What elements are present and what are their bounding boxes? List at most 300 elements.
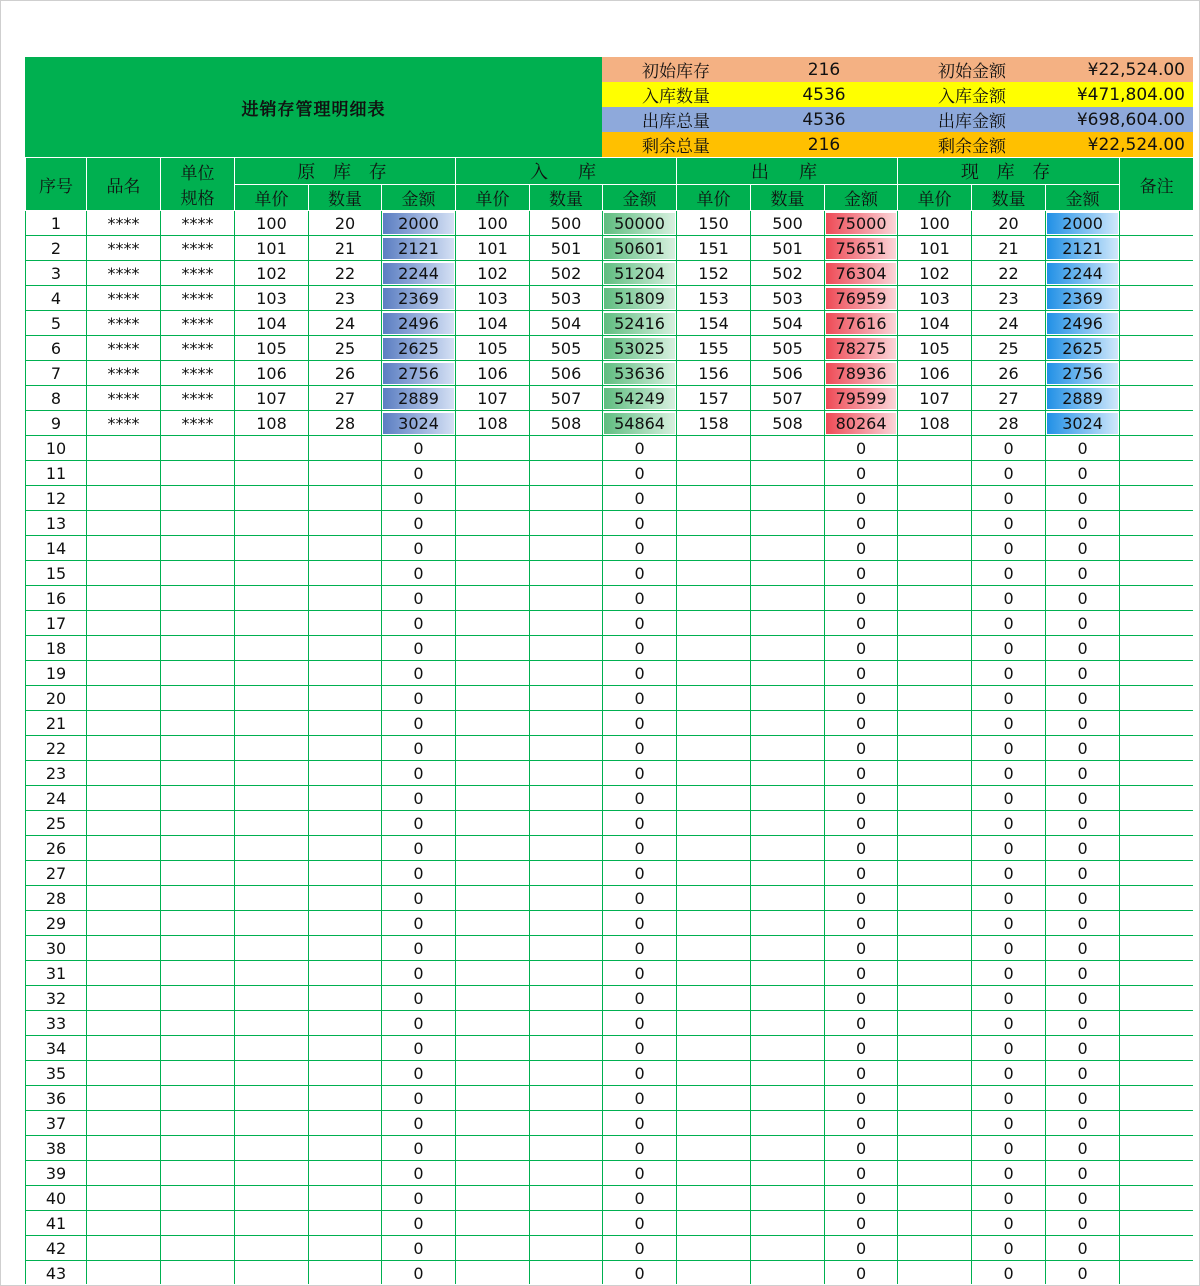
- cell-remark[interactable]: [1120, 911, 1193, 936]
- cell-op[interactable]: 104: [235, 311, 309, 336]
- cell-op[interactable]: [235, 1261, 309, 1285]
- cell-name[interactable]: ****: [87, 386, 161, 411]
- cell-ca[interactable]: [1046, 261, 1120, 286]
- cell-ca[interactable]: 0: [1046, 1211, 1120, 1236]
- cell-unit[interactable]: [161, 811, 235, 836]
- cell-name[interactable]: [87, 711, 161, 736]
- cell-name[interactable]: ****: [87, 261, 161, 286]
- cell-name[interactable]: [87, 1111, 161, 1136]
- cell-remark[interactable]: [1120, 661, 1193, 686]
- cell-seq[interactable]: 39: [26, 1161, 87, 1186]
- cell-xq[interactable]: 501: [751, 236, 825, 261]
- cell-cq[interactable]: 0: [972, 861, 1046, 886]
- cell-ca[interactable]: 0: [1046, 661, 1120, 686]
- cell-cp[interactable]: [898, 586, 972, 611]
- cell-unit[interactable]: ****: [161, 236, 235, 261]
- cell-cp[interactable]: [898, 1161, 972, 1186]
- cell-remark[interactable]: [1120, 886, 1193, 911]
- cell-op[interactable]: [235, 686, 309, 711]
- cell-oa[interactable]: 0: [382, 886, 456, 911]
- cell-iq[interactable]: [530, 586, 603, 611]
- cell-cq[interactable]: 0: [972, 886, 1046, 911]
- cell-xa[interactable]: 0: [825, 1186, 898, 1211]
- cell-remark[interactable]: [1120, 536, 1193, 561]
- cell-xq[interactable]: [751, 1161, 825, 1186]
- cell-oq[interactable]: [309, 936, 382, 961]
- cell-xa[interactable]: 0: [825, 861, 898, 886]
- cell-oq[interactable]: [309, 736, 382, 761]
- cell-oa[interactable]: 0: [382, 961, 456, 986]
- cell-ca[interactable]: 0: [1046, 1236, 1120, 1261]
- cell-ca[interactable]: 0: [1046, 836, 1120, 861]
- cell-xp[interactable]: [677, 536, 751, 561]
- cell-op[interactable]: [235, 1111, 309, 1136]
- cell-seq[interactable]: 8: [26, 386, 87, 411]
- cell-oa[interactable]: [382, 336, 456, 361]
- cell-ia[interactable]: 0: [603, 886, 677, 911]
- cell-cp[interactable]: 104: [898, 311, 972, 336]
- cell-op[interactable]: [235, 911, 309, 936]
- cell-xp[interactable]: [677, 1186, 751, 1211]
- cell-ca[interactable]: 0: [1046, 711, 1120, 736]
- cell-name[interactable]: [87, 486, 161, 511]
- cell-xq[interactable]: 504: [751, 311, 825, 336]
- cell-name[interactable]: ****: [87, 311, 161, 336]
- cell-unit[interactable]: [161, 711, 235, 736]
- cell-xa[interactable]: 0: [825, 1136, 898, 1161]
- cell-seq[interactable]: 26: [26, 836, 87, 861]
- cell-oq[interactable]: 24: [309, 311, 382, 336]
- cell-remark[interactable]: [1120, 1161, 1193, 1186]
- cell-xa[interactable]: 0: [825, 586, 898, 611]
- cell-xa[interactable]: 0: [825, 836, 898, 861]
- cell-xp[interactable]: [677, 1036, 751, 1061]
- cell-cq[interactable]: 0: [972, 586, 1046, 611]
- cell-xp[interactable]: [677, 1011, 751, 1036]
- cell-xq[interactable]: [751, 1261, 825, 1285]
- cell-unit[interactable]: [161, 636, 235, 661]
- cell-ca[interactable]: 0: [1046, 461, 1120, 486]
- cell-ia[interactable]: 0: [603, 636, 677, 661]
- cell-oq[interactable]: [309, 586, 382, 611]
- cell-cq[interactable]: 0: [972, 511, 1046, 536]
- cell-ia[interactable]: 0: [603, 611, 677, 636]
- cell-xa[interactable]: 0: [825, 1011, 898, 1036]
- cell-seq[interactable]: 21: [26, 711, 87, 736]
- cell-cq[interactable]: 0: [972, 961, 1046, 986]
- cell-ia[interactable]: 0: [603, 836, 677, 861]
- cell-cp[interactable]: [898, 1236, 972, 1261]
- cell-xp[interactable]: 157: [677, 386, 751, 411]
- cell-oa[interactable]: 0: [382, 611, 456, 636]
- cell-seq[interactable]: 10: [26, 436, 87, 461]
- cell-unit[interactable]: [161, 961, 235, 986]
- cell-xq[interactable]: [751, 911, 825, 936]
- cell-oa[interactable]: 0: [382, 761, 456, 786]
- cell-ip[interactable]: [456, 836, 530, 861]
- cell-oa[interactable]: 0: [382, 1186, 456, 1211]
- cell-seq[interactable]: 17: [26, 611, 87, 636]
- cell-oq[interactable]: 25: [309, 336, 382, 361]
- cell-cp[interactable]: [898, 461, 972, 486]
- cell-iq[interactable]: [530, 1086, 603, 1111]
- cell-xa[interactable]: 0: [825, 761, 898, 786]
- cell-xp[interactable]: [677, 936, 751, 961]
- cell-xa[interactable]: [825, 336, 898, 361]
- cell-iq[interactable]: [530, 436, 603, 461]
- cell-cp[interactable]: [898, 1061, 972, 1086]
- cell-seq[interactable]: 16: [26, 586, 87, 611]
- cell-oa[interactable]: 0: [382, 1061, 456, 1086]
- cell-xp[interactable]: [677, 436, 751, 461]
- cell-unit[interactable]: ****: [161, 411, 235, 436]
- cell-unit[interactable]: [161, 561, 235, 586]
- cell-name[interactable]: [87, 836, 161, 861]
- cell-ca[interactable]: 0: [1046, 786, 1120, 811]
- cell-iq[interactable]: [530, 786, 603, 811]
- cell-op[interactable]: [235, 536, 309, 561]
- cell-iq[interactable]: 505: [530, 336, 603, 361]
- cell-ip[interactable]: [456, 586, 530, 611]
- cell-remark[interactable]: [1120, 836, 1193, 861]
- cell-ip[interactable]: [456, 936, 530, 961]
- cell-ca[interactable]: 0: [1046, 1111, 1120, 1136]
- cell-ip[interactable]: 104: [456, 311, 530, 336]
- cell-oq[interactable]: [309, 1086, 382, 1111]
- cell-oa[interactable]: [382, 236, 456, 261]
- cell-ip[interactable]: [456, 561, 530, 586]
- cell-xp[interactable]: [677, 911, 751, 936]
- cell-op[interactable]: [235, 836, 309, 861]
- cell-xp[interactable]: [677, 636, 751, 661]
- cell-ip[interactable]: [456, 986, 530, 1011]
- cell-xq[interactable]: 503: [751, 286, 825, 311]
- cell-op[interactable]: [235, 711, 309, 736]
- cell-iq[interactable]: [530, 1111, 603, 1136]
- cell-cp[interactable]: [898, 1186, 972, 1211]
- cell-oq[interactable]: [309, 836, 382, 861]
- cell-oq[interactable]: [309, 1061, 382, 1086]
- cell-name[interactable]: [87, 1161, 161, 1186]
- cell-iq[interactable]: [530, 811, 603, 836]
- cell-ia[interactable]: 0: [603, 1136, 677, 1161]
- cell-xp[interactable]: [677, 686, 751, 711]
- cell-oa[interactable]: 0: [382, 1111, 456, 1136]
- cell-unit[interactable]: [161, 461, 235, 486]
- cell-unit[interactable]: [161, 1261, 235, 1285]
- cell-iq[interactable]: [530, 736, 603, 761]
- cell-ip[interactable]: [456, 1211, 530, 1236]
- cell-iq[interactable]: [530, 886, 603, 911]
- cell-ia[interactable]: 0: [603, 736, 677, 761]
- cell-xq[interactable]: [751, 686, 825, 711]
- cell-oa[interactable]: [382, 286, 456, 311]
- cell-xq[interactable]: [751, 611, 825, 636]
- cell-ip[interactable]: [456, 1161, 530, 1186]
- cell-xa[interactable]: [825, 286, 898, 311]
- cell-xp[interactable]: [677, 1236, 751, 1261]
- cell-remark[interactable]: [1120, 986, 1193, 1011]
- cell-oa[interactable]: [382, 211, 456, 236]
- cell-cp[interactable]: [898, 986, 972, 1011]
- cell-op[interactable]: [235, 486, 309, 511]
- cell-oa[interactable]: 0: [382, 511, 456, 536]
- cell-ca[interactable]: 0: [1046, 1036, 1120, 1061]
- cell-iq[interactable]: [530, 561, 603, 586]
- cell-xq[interactable]: [751, 961, 825, 986]
- cell-unit[interactable]: ****: [161, 336, 235, 361]
- cell-ia[interactable]: 0: [603, 536, 677, 561]
- cell-ca[interactable]: 0: [1046, 511, 1120, 536]
- cell-cq[interactable]: 0: [972, 611, 1046, 636]
- cell-cq[interactable]: 0: [972, 661, 1046, 686]
- cell-iq[interactable]: 502: [530, 261, 603, 286]
- cell-ip[interactable]: [456, 711, 530, 736]
- cell-xa[interactable]: [825, 261, 898, 286]
- cell-ia[interactable]: 0: [603, 811, 677, 836]
- cell-name[interactable]: [87, 611, 161, 636]
- cell-op[interactable]: 106: [235, 361, 309, 386]
- cell-op[interactable]: [235, 886, 309, 911]
- cell-remark[interactable]: [1120, 1236, 1193, 1261]
- cell-cp[interactable]: [898, 1211, 972, 1236]
- cell-xa[interactable]: [825, 236, 898, 261]
- cell-xa[interactable]: [825, 411, 898, 436]
- cell-ip[interactable]: 106: [456, 361, 530, 386]
- cell-op[interactable]: 103: [235, 286, 309, 311]
- cell-name[interactable]: ****: [87, 336, 161, 361]
- cell-name[interactable]: [87, 786, 161, 811]
- cell-seq[interactable]: 18: [26, 636, 87, 661]
- cell-xq[interactable]: 502: [751, 261, 825, 286]
- cell-oq[interactable]: [309, 1261, 382, 1285]
- cell-oq[interactable]: [309, 711, 382, 736]
- cell-xq[interactable]: [751, 636, 825, 661]
- cell-ia[interactable]: 0: [603, 761, 677, 786]
- cell-op[interactable]: 102: [235, 261, 309, 286]
- cell-xq[interactable]: [751, 1011, 825, 1036]
- cell-name[interactable]: [87, 1186, 161, 1211]
- cell-cp[interactable]: [898, 511, 972, 536]
- cell-remark[interactable]: [1120, 961, 1193, 986]
- cell-xq[interactable]: [751, 811, 825, 836]
- cell-cq[interactable]: 0: [972, 561, 1046, 586]
- cell-name[interactable]: [87, 1211, 161, 1236]
- cell-cp[interactable]: [898, 436, 972, 461]
- cell-cp[interactable]: [898, 661, 972, 686]
- cell-seq[interactable]: 41: [26, 1211, 87, 1236]
- cell-unit[interactable]: [161, 1036, 235, 1061]
- cell-name[interactable]: [87, 936, 161, 961]
- cell-unit[interactable]: [161, 836, 235, 861]
- cell-unit[interactable]: [161, 861, 235, 886]
- cell-xa[interactable]: 0: [825, 786, 898, 811]
- cell-xq[interactable]: [751, 936, 825, 961]
- cell-oq[interactable]: [309, 986, 382, 1011]
- cell-cp[interactable]: [898, 1011, 972, 1036]
- cell-cp[interactable]: [898, 1261, 972, 1285]
- cell-oa[interactable]: 0: [382, 986, 456, 1011]
- cell-remark[interactable]: [1120, 1061, 1193, 1086]
- cell-ia[interactable]: 0: [603, 486, 677, 511]
- cell-oa[interactable]: 0: [382, 636, 456, 661]
- cell-cq[interactable]: 23: [972, 286, 1046, 311]
- cell-ip[interactable]: [456, 536, 530, 561]
- cell-remark[interactable]: [1120, 1211, 1193, 1236]
- cell-unit[interactable]: [161, 1086, 235, 1111]
- cell-remark[interactable]: [1120, 211, 1193, 236]
- cell-name[interactable]: [87, 761, 161, 786]
- cell-xq[interactable]: [751, 486, 825, 511]
- cell-ip[interactable]: [456, 636, 530, 661]
- cell-xp[interactable]: [677, 1111, 751, 1136]
- cell-name[interactable]: [87, 1011, 161, 1036]
- cell-unit[interactable]: [161, 736, 235, 761]
- cell-seq[interactable]: 43: [26, 1261, 87, 1285]
- cell-ca[interactable]: 0: [1046, 436, 1120, 461]
- cell-remark[interactable]: [1120, 386, 1193, 411]
- cell-cq[interactable]: 0: [972, 811, 1046, 836]
- cell-xq[interactable]: [751, 1036, 825, 1061]
- cell-ip[interactable]: [456, 911, 530, 936]
- cell-cp[interactable]: 108: [898, 411, 972, 436]
- cell-name[interactable]: [87, 961, 161, 986]
- cell-oq[interactable]: [309, 486, 382, 511]
- cell-seq[interactable]: 9: [26, 411, 87, 436]
- cell-ia[interactable]: [603, 261, 677, 286]
- cell-iq[interactable]: [530, 961, 603, 986]
- cell-cp[interactable]: [898, 861, 972, 886]
- cell-remark[interactable]: [1120, 1011, 1193, 1036]
- cell-ip[interactable]: [456, 661, 530, 686]
- cell-xa[interactable]: 0: [825, 511, 898, 536]
- cell-cq[interactable]: 0: [972, 1261, 1046, 1285]
- cell-xp[interactable]: 155: [677, 336, 751, 361]
- cell-xp[interactable]: 158: [677, 411, 751, 436]
- cell-ip[interactable]: 102: [456, 261, 530, 286]
- cell-oa[interactable]: [382, 386, 456, 411]
- cell-iq[interactable]: 506: [530, 361, 603, 386]
- cell-oa[interactable]: 0: [382, 711, 456, 736]
- cell-op[interactable]: [235, 1011, 309, 1036]
- cell-cp[interactable]: [898, 536, 972, 561]
- cell-xp[interactable]: [677, 1136, 751, 1161]
- cell-xp[interactable]: [677, 1211, 751, 1236]
- cell-oa[interactable]: 0: [382, 536, 456, 561]
- cell-seq[interactable]: 3: [26, 261, 87, 286]
- cell-seq[interactable]: 34: [26, 1036, 87, 1061]
- cell-seq[interactable]: 27: [26, 861, 87, 886]
- cell-cq[interactable]: 21: [972, 236, 1046, 261]
- cell-iq[interactable]: [530, 1061, 603, 1086]
- cell-oa[interactable]: 0: [382, 461, 456, 486]
- cell-oq[interactable]: 26: [309, 361, 382, 386]
- cell-remark[interactable]: [1120, 311, 1193, 336]
- cell-unit[interactable]: [161, 1011, 235, 1036]
- cell-oq[interactable]: [309, 636, 382, 661]
- cell-xp[interactable]: 154: [677, 311, 751, 336]
- cell-ca[interactable]: [1046, 361, 1120, 386]
- cell-oa[interactable]: 0: [382, 1161, 456, 1186]
- cell-xa[interactable]: 0: [825, 1161, 898, 1186]
- cell-remark[interactable]: [1120, 736, 1193, 761]
- cell-iq[interactable]: [530, 1236, 603, 1261]
- cell-xa[interactable]: [825, 386, 898, 411]
- cell-op[interactable]: [235, 1161, 309, 1186]
- cell-op[interactable]: 105: [235, 336, 309, 361]
- cell-ia[interactable]: [603, 211, 677, 236]
- cell-unit[interactable]: [161, 1186, 235, 1211]
- cell-oa[interactable]: 0: [382, 736, 456, 761]
- cell-remark[interactable]: [1120, 436, 1193, 461]
- cell-unit[interactable]: [161, 886, 235, 911]
- cell-xa[interactable]: [825, 361, 898, 386]
- cell-cp[interactable]: [898, 1111, 972, 1136]
- cell-cq[interactable]: 28: [972, 411, 1046, 436]
- cell-remark[interactable]: [1120, 411, 1193, 436]
- cell-xa[interactable]: 0: [825, 1111, 898, 1136]
- cell-unit[interactable]: [161, 586, 235, 611]
- cell-ia[interactable]: 0: [603, 1211, 677, 1236]
- cell-name[interactable]: [87, 661, 161, 686]
- cell-xq[interactable]: 508: [751, 411, 825, 436]
- cell-ca[interactable]: 0: [1046, 986, 1120, 1011]
- cell-iq[interactable]: [530, 861, 603, 886]
- cell-oq[interactable]: [309, 686, 382, 711]
- cell-xq[interactable]: [751, 761, 825, 786]
- cell-oa[interactable]: 0: [382, 561, 456, 586]
- cell-xa[interactable]: 0: [825, 811, 898, 836]
- cell-ip[interactable]: [456, 861, 530, 886]
- cell-ip[interactable]: 103: [456, 286, 530, 311]
- cell-xa[interactable]: 0: [825, 961, 898, 986]
- cell-name[interactable]: [87, 1061, 161, 1086]
- cell-ia[interactable]: 0: [603, 711, 677, 736]
- cell-iq[interactable]: [530, 1011, 603, 1036]
- cell-ca[interactable]: 0: [1046, 611, 1120, 636]
- cell-oq[interactable]: [309, 886, 382, 911]
- cell-ip[interactable]: [456, 1111, 530, 1136]
- cell-iq[interactable]: [530, 536, 603, 561]
- cell-oq[interactable]: 28: [309, 411, 382, 436]
- cell-seq[interactable]: 40: [26, 1186, 87, 1211]
- cell-xa[interactable]: 0: [825, 661, 898, 686]
- cell-cq[interactable]: 26: [972, 361, 1046, 386]
- cell-op[interactable]: [235, 936, 309, 961]
- cell-xp[interactable]: [677, 761, 751, 786]
- cell-xq[interactable]: [751, 1186, 825, 1211]
- cell-op[interactable]: [235, 636, 309, 661]
- cell-cp[interactable]: 100: [898, 211, 972, 236]
- cell-oa[interactable]: 0: [382, 436, 456, 461]
- cell-op[interactable]: 108: [235, 411, 309, 436]
- cell-ia[interactable]: [603, 286, 677, 311]
- cell-xp[interactable]: [677, 1061, 751, 1086]
- cell-seq[interactable]: 19: [26, 661, 87, 686]
- cell-ip[interactable]: [456, 786, 530, 811]
- cell-op[interactable]: [235, 1211, 309, 1236]
- cell-xa[interactable]: 0: [825, 1086, 898, 1111]
- cell-cq[interactable]: 0: [972, 786, 1046, 811]
- cell-oa[interactable]: 0: [382, 936, 456, 961]
- cell-name[interactable]: [87, 686, 161, 711]
- cell-iq[interactable]: [530, 486, 603, 511]
- cell-ca[interactable]: 0: [1046, 886, 1120, 911]
- cell-ip[interactable]: [456, 511, 530, 536]
- cell-remark[interactable]: [1120, 786, 1193, 811]
- cell-xp[interactable]: [677, 886, 751, 911]
- cell-cq[interactable]: 24: [972, 311, 1046, 336]
